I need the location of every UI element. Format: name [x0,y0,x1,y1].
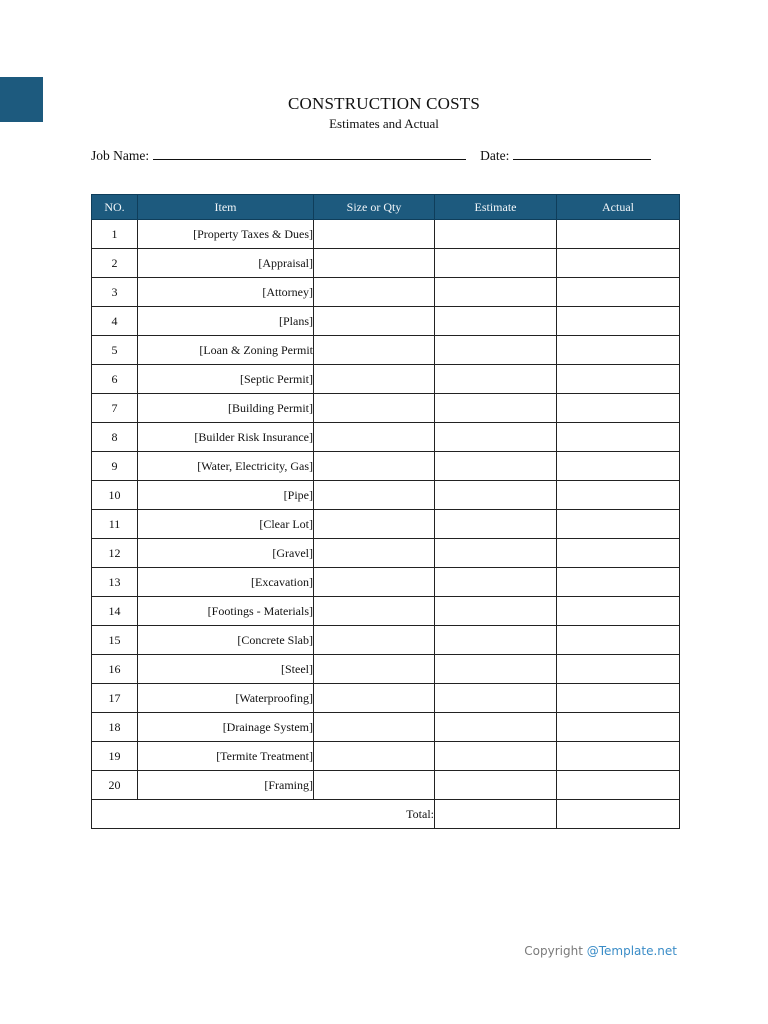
item-cell: [Gravel] [138,539,314,568]
table-row [92,510,680,539]
table-row [92,278,680,307]
item-cell: [Water, Electricity, Gas] [138,452,314,481]
item-cell: [Steel] [138,655,314,684]
page-subtitle: Estimates and Actual [329,116,439,131]
estimate-cell[interactable] [435,423,557,452]
estimate-cell[interactable] [435,626,557,655]
estimate-cell[interactable] [435,539,557,568]
estimate-cell[interactable] [435,336,557,365]
total-row [92,800,680,829]
row-number-cell: 11 [92,510,138,539]
size-qty-cell[interactable] [314,713,435,742]
size-qty-cell[interactable] [314,568,435,597]
table-row [92,220,680,249]
item-cell: [Attorney] [138,278,314,307]
estimate-cell[interactable] [435,684,557,713]
actual-cell[interactable] [557,249,680,278]
actual-cell[interactable] [557,394,680,423]
table-row [92,626,680,655]
size-qty-cell[interactable] [314,394,435,423]
copyright-notice [524,944,677,958]
row-number-cell: 19 [92,742,138,771]
row-number-cell: 14 [92,597,138,626]
total-label: Total: [92,800,435,829]
estimate-cell[interactable] [435,568,557,597]
size-qty-cell[interactable] [314,481,435,510]
size-qty-cell[interactable] [314,626,435,655]
row-number-cell: 3 [92,278,138,307]
row-number-cell: 1 [92,220,138,249]
job-name-field[interactable] [153,147,466,160]
item-cell: [Property Taxes & Dues] [138,220,314,249]
actual-cell[interactable] [557,452,680,481]
row-number-cell: 5 [92,336,138,365]
template-net-link[interactable]: @Template.net [586,944,677,958]
item-cell: [Framing] [138,771,314,800]
table-row [92,336,680,365]
item-cell: [Loan & Zoning Permit [138,336,314,365]
table-row [92,742,680,771]
estimate-cell[interactable] [435,452,557,481]
row-number-cell: 17 [92,684,138,713]
row-number-cell: 15 [92,626,138,655]
column-header-item: Item [138,195,314,220]
size-qty-cell[interactable] [314,655,435,684]
item-cell: [Footings - Materials] [138,597,314,626]
row-number-cell: 16 [92,655,138,684]
estimate-cell[interactable] [435,278,557,307]
table-body [92,220,680,800]
total-estimate-cell[interactable] [435,800,557,829]
size-qty-cell[interactable] [314,423,435,452]
actual-cell[interactable] [557,684,680,713]
actual-cell[interactable] [557,278,680,307]
row-number-cell: 12 [92,539,138,568]
page-title: CONSTRUCTION COSTS [287,94,481,113]
actual-cell[interactable] [557,626,680,655]
item-cell: [Concrete Slab] [138,626,314,655]
size-qty-cell[interactable] [314,771,435,800]
date-label: Date: [480,148,510,163]
table-header-row [92,195,680,220]
size-qty-cell[interactable] [314,220,435,249]
date-field[interactable] [513,147,651,160]
size-qty-cell[interactable] [314,597,435,626]
column-header-size-qty: Size or Qty [314,195,435,220]
size-qty-cell[interactable] [314,539,435,568]
table-row [92,365,680,394]
estimate-cell[interactable] [435,655,557,684]
item-cell: [Clear Lot] [138,510,314,539]
actual-cell[interactable] [557,481,680,510]
size-qty-cell[interactable] [314,365,435,394]
item-cell: [Excavation] [138,568,314,597]
table-row [92,481,680,510]
size-qty-cell[interactable] [314,452,435,481]
estimate-cell[interactable] [435,365,557,394]
actual-cell[interactable] [557,510,680,539]
estimate-cell[interactable] [435,249,557,278]
actual-cell[interactable] [557,742,680,771]
actual-cell[interactable] [557,771,680,800]
total-actual-cell[interactable] [557,800,680,829]
estimate-cell[interactable] [435,742,557,771]
column-header-no: NO. [92,195,138,220]
item-cell: [Drainage System] [138,713,314,742]
actual-cell[interactable] [557,597,680,626]
table-row [92,249,680,278]
item-cell: [Septic Permit] [138,365,314,394]
estimate-cell[interactable] [435,713,557,742]
table-row [92,771,680,800]
row-number-cell: 7 [92,394,138,423]
row-number-cell: 20 [92,771,138,800]
size-qty-cell[interactable] [314,307,435,336]
estimate-cell[interactable] [435,394,557,423]
row-number-cell: 8 [92,423,138,452]
estimate-cell[interactable] [435,597,557,626]
size-qty-cell[interactable] [314,336,435,365]
row-number-cell: 6 [92,365,138,394]
row-number-cell: 2 [92,249,138,278]
size-qty-cell[interactable] [314,742,435,771]
table-row [92,307,680,336]
actual-cell[interactable] [557,655,680,684]
estimate-cell[interactable] [435,771,557,800]
actual-cell[interactable] [557,568,680,597]
job-name-label: Job Name: [91,148,150,163]
table-row [92,684,680,713]
item-cell: [Termite Treatment] [138,742,314,771]
size-qty-cell[interactable] [314,278,435,307]
actual-cell[interactable] [557,220,680,249]
size-qty-cell[interactable] [314,249,435,278]
row-number-cell: 18 [92,713,138,742]
item-cell: [Pipe] [138,481,314,510]
copyright-text: Copyright [524,944,587,958]
row-number-cell: 10 [92,481,138,510]
column-header-actual: Actual [557,195,680,220]
estimate-cell[interactable] [435,307,557,336]
actual-cell[interactable] [557,365,680,394]
table-row [92,539,680,568]
table-row [92,423,680,452]
costs-table [91,194,680,829]
actual-cell[interactable] [557,713,680,742]
size-qty-cell[interactable] [314,510,435,539]
estimate-cell[interactable] [435,220,557,249]
table-row [92,394,680,423]
item-cell: [Builder Risk Insurance] [138,423,314,452]
size-qty-cell[interactable] [314,684,435,713]
table-row [92,597,680,626]
table-row [92,568,680,597]
table-row [92,713,680,742]
estimate-cell[interactable] [435,481,557,510]
column-header-estimate: Estimate [435,195,557,220]
actual-cell[interactable] [557,307,680,336]
item-cell: [Waterproofing] [138,684,314,713]
actual-cell[interactable] [557,423,680,452]
actual-cell[interactable] [557,539,680,568]
table-row [92,655,680,684]
job-date-row [91,147,651,164]
item-cell: [Plans] [138,307,314,336]
row-number-cell: 4 [92,307,138,336]
item-cell: [Building Permit] [138,394,314,423]
row-number-cell: 9 [92,452,138,481]
item-cell: [Appraisal] [138,249,314,278]
row-number-cell: 13 [92,568,138,597]
actual-cell[interactable] [557,336,680,365]
table-row [92,452,680,481]
estimate-cell[interactable] [435,510,557,539]
